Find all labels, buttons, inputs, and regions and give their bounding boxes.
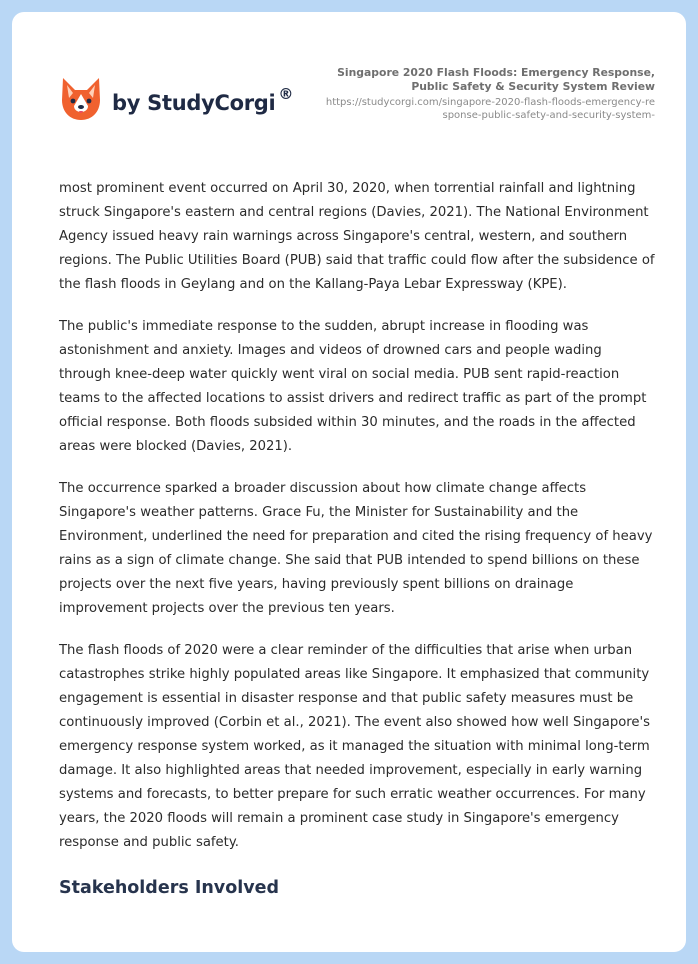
section-heading: Stakeholders Involved (59, 878, 280, 898)
paragraph: most prominent event occurred on April 30, 2020, when torrential rainfall and lightning struck Singapore's eastern and central regions (Davies, 2021). The National Environment Agency issued heavy rain warnings across Singapore's central, western, and southern regions. The Public Utilities Board (PUB) said that traffic could flow after the subsidence of the flash floods in Geylang and on the Kallang-Paya Lebar Expressway (KPE). (59, 181, 655, 292)
brand-name: by StudyCorgi ® (112, 85, 294, 115)
header (12, 12, 686, 172)
corgi-logo-icon (60, 76, 102, 122)
document-meta (325, 66, 655, 122)
document-page (12, 12, 686, 952)
paragraph: The occurrence sparked a broader discussion about how climate change affects Singapore's weather patterns. Grace Fu, the Minister for Sustainability and the Environment, underlined the need for preparation and cited the rising frequency of heavy rains as a sign of climate change. She said that PUB intended to spend billions on these projects over the next five years, having previously spent billions on drainage improvement projects over the previous ten years. (59, 481, 653, 616)
document-body (59, 177, 655, 903)
paragraph: The public's immediate response to the sudden, abrupt increase in flooding was astonishment and anxiety. Images and videos of drowned cars and people wading through knee-deep water quickly went viral on social media. PUB sent rapid-reaction teams to the affected locations to assist drivers and redirect traffic as part of the prompt official response. Both floods subsided within 30 minutes, and the roads in the affected areas were blocked (Davies, 2021). (59, 319, 647, 454)
document-url[interactable]: https://studycorgi.com/singapore-2020-flash-floods-emergency-response-public-safety-and-security-system- (325, 97, 655, 121)
paragraph: The flash floods of 2020 were a clear reminder of the difficulties that arise when urban catastrophes strike highly populated areas like Singapore. It emphasized that community engagement is essential in disaster response and that public safety measures must be continuously improved (Corbin et al., 2021). The event also showed how well Singapore's emergency response system worked, as it managed the situation with minimal long-term damage. It also highlighted areas that needed improvement, especially in early warning systems and forecasts, to better prepare for such erratic weather occurrences. For many years, the 2020 floods will remain a prominent case study in Singapore's emergency response and public safety. (59, 643, 651, 850)
studycorgi-logo[interactable] (60, 76, 293, 122)
document-title: Singapore 2020 Flash Floods: Emergency Response, Public Safety & Security System Review (337, 66, 655, 93)
